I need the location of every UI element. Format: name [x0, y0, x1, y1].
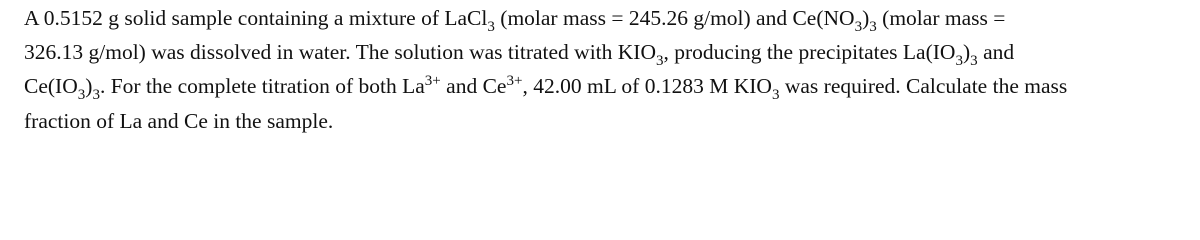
line-4-text-a: fraction of La and Ce in the sample.	[24, 109, 334, 133]
line-2-text-b: , producing the precipitates La(IO	[663, 40, 956, 64]
superscript: 3+	[424, 73, 441, 90]
line-1-text-d: (molar mass =	[876, 6, 1006, 30]
line-2-text-d: and	[977, 40, 1015, 64]
line-2-text-c: )	[962, 40, 971, 64]
subscript: 3	[970, 52, 978, 69]
superscript: 3+	[506, 73, 523, 90]
line-3-text-e: , 42.00 mL of 0.1283 M KIO	[522, 74, 772, 98]
problem-line-2	[24, 38, 1015, 69]
subscript: 3	[771, 86, 780, 103]
line-1-text-a: A 0.5152 g solid sample containing a mixture of LaCl	[24, 6, 488, 30]
subscript: 3	[77, 86, 86, 103]
line-1-text-b: (molar mass = 245.26 g/mol) and Ce(NO	[494, 6, 855, 30]
line-3-text-a: Ce(IO	[24, 74, 78, 98]
subscript: 3	[869, 18, 877, 35]
subscript: 3	[854, 18, 863, 35]
problem-line-4	[24, 107, 333, 135]
line-3-text-d: and Ce	[440, 74, 507, 98]
subscript: 3	[955, 52, 963, 69]
problem-line-3	[24, 72, 1068, 103]
subscript: 3	[92, 86, 100, 103]
line-3-text-b: )	[85, 74, 93, 98]
subscript: 3	[655, 52, 664, 69]
line-3-text-f: was required. Calculate the mass	[779, 74, 1068, 98]
problem-line-1	[24, 4, 1006, 35]
line-1-text-c: )	[862, 6, 870, 30]
line-3-text-c: . For the complete titration of both La	[99, 74, 425, 98]
subscript: 3	[487, 18, 495, 35]
line-2-text-a: 326.13 g/mol) was dissolved in water. The solution was titrated with KIO	[24, 40, 656, 64]
